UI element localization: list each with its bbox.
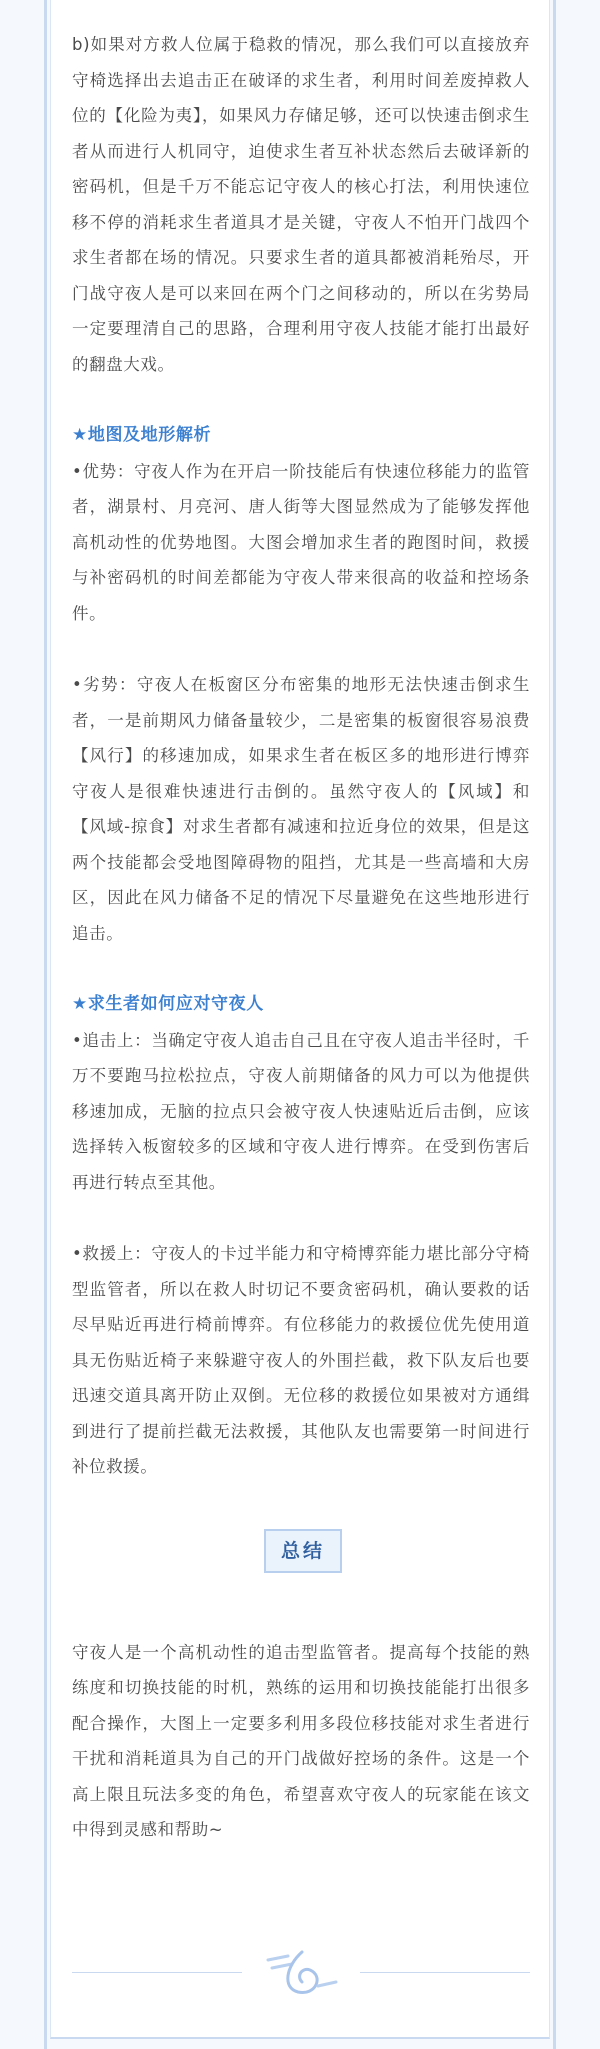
article-body: [72, 27, 530, 1848]
summary-label: 总结: [280, 1539, 325, 1562]
strategy-paragraph-b: b)如果对方救人位属于稳救的情况，那么我们可以直接放弃守椅选择出去追击正在破译的求生者，利用时间差废掉救人位的【化险为夷】，如果风力存储足够，还可以快速击倒求生者从而进行人机同守，迫使求生者互补状态然后去破译新的密码机，但是千万不能忘记守夜人的核心打法，利用快速位移不停的消耗求生者道具才是关键，守夜人不怕开门战四个求生者都在场的情况。只要求生者的道具都被消耗殆尽，开门战守夜人是可以来回在两个门之间移动的，所以在劣势局一定要理清自己的思路，合理利用守夜人技能才能打出最好的翻盘大戏。: [72, 35, 530, 374]
divider-right: [360, 1972, 530, 1973]
summary-paragraph: 守夜人是一个高机动性的追击型监管者。提高每个技能的熟练度和切换技能的时机，熟练的运用和切换技能能打出很多配合操作，大图上一定要多利用多段位移技能对求生者进行干扰和消耗道具为自己的开门战做好控场的条件。这是一个高上限且玩法多变的角色，希望喜欢守夜人的玩家能在该文中得到灵感和帮助~: [72, 1642, 530, 1839]
section-title-survivor: ★求生者如何应对守夜人: [72, 994, 264, 1014]
map-advantage-paragraph: •优势：守夜人作为在开启一阶技能后有快速位移能力的监管者，湖景村、月亮河、唐人街等大图显然成为了能够发挥他高机动性的优势地图。大图会增加求生者的跑图时间，救援与补密码机的时间差都能为守夜人带来很高的收益和控场条件。: [72, 461, 530, 623]
summary-header: [72, 1485, 530, 1635]
divider-left: [72, 1972, 242, 1973]
section-title-map: ★地图及地形解析: [72, 425, 212, 445]
survivor-rescue-paragraph: •救援上：守夜人的卡过半能力和守椅博弈能力堪比部分守椅型监管者，所以在救人时切记不要贪密码机，确认要救的话尽早贴近再进行椅前博弈。有位移能力的救援位优先使用道具无伤贴近椅子来躲避守夜人的外围拦截，救下队友后也要迅速交道具离开防止双倒。无位移的救援位如果被对方通缉到进行了提前拦截无法救援，其他队友也需要第一时间进行补位救援。: [72, 1244, 530, 1476]
map-disadvantage-paragraph: •劣势：守夜人在板窗区分布密集的地形无法快速击倒求生者，一是前期风力储备量较少，二是密集的板窗很容易浪费【风行】的移速加成，如果求生者在板区多的地形进行博弈守夜人是很难快速进行击倒的。虽然守夜人的【风域】和【风域-掠食】对求生者都有减速和拉近身位的效果，但是这两个技能都会受地图障碍物的阻挡，尤其是一些高墙和大房区，因此在风力储备不足的情况下尽量避免在这些地形进行追击。: [72, 675, 530, 943]
wind-swirl-icon: [262, 1946, 342, 1998]
footer-decoration: [72, 1942, 530, 2002]
summary-badge: [264, 1529, 342, 1573]
survivor-chase-paragraph: •追击上：当确定守夜人追击自己且在守夜人追击半径时，千万不要跑马拉松拉点，守夜人前期储备的风力可以为他提供移速加成，无脑的拉点只会被守夜人快速贴近后击倒，应该选择转入板窗较多的区域和守夜人进行博弈。在受到伤害后再进行转点至其他。: [72, 1030, 530, 1192]
